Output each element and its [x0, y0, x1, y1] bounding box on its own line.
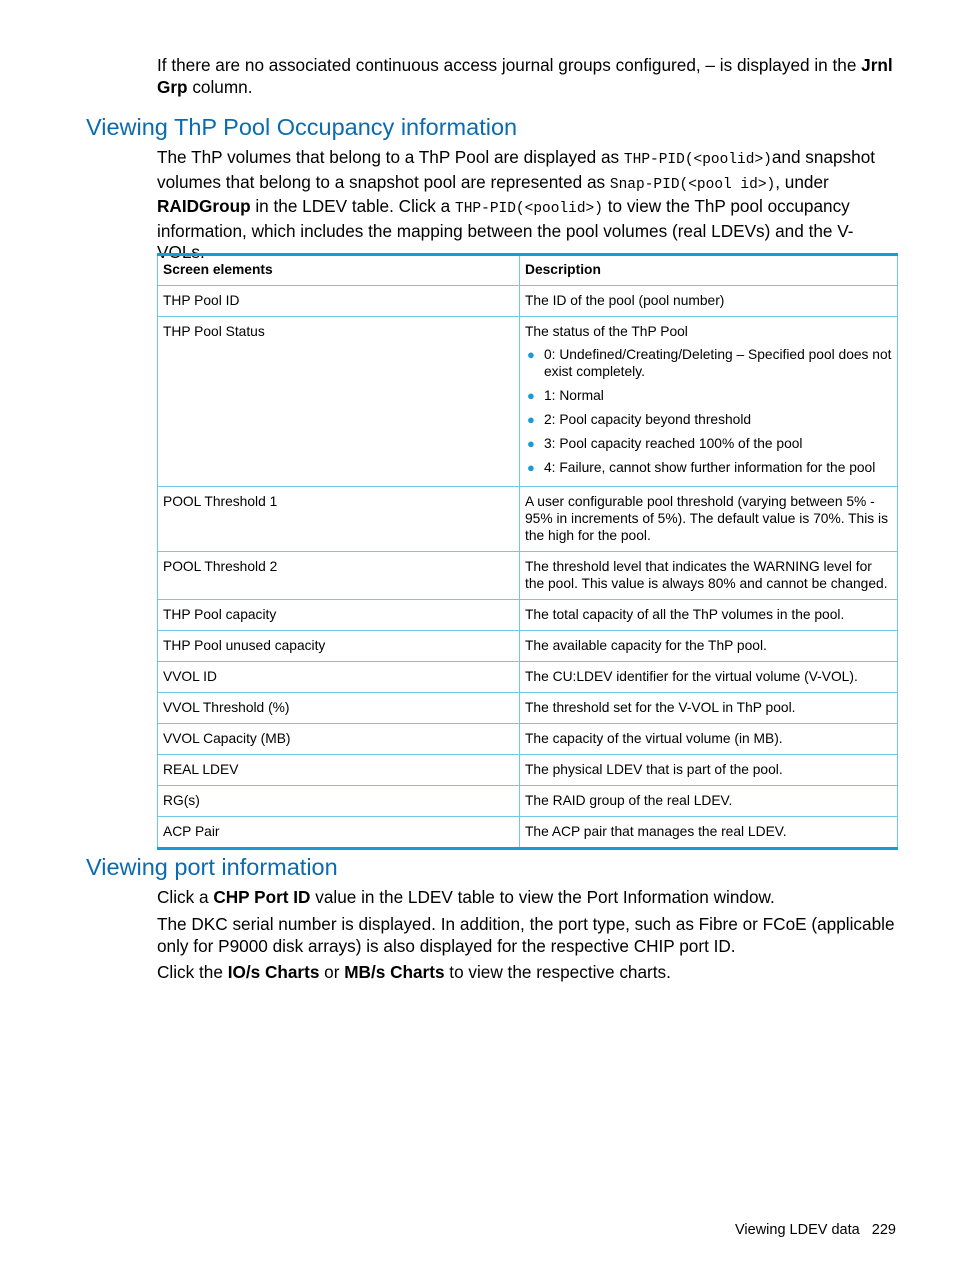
column-header-description: Description [520, 255, 898, 286]
element-cell: POOL Threshold 1 [158, 487, 520, 552]
status-list [525, 346, 892, 476]
port-info-paragraph-1 [157, 887, 899, 909]
text-run: value in the LDEV table to view the Port Information window. [310, 887, 775, 907]
description-cell: The CU:LDEV identifier for the virtual volume (V-VOL). [520, 662, 898, 693]
bullet-dot-icon: ● [527, 436, 535, 451]
intro-text-end: column. [187, 76, 253, 97]
element-cell: VVOL Capacity (MB) [158, 724, 520, 755]
jrnl-grp-term: Jrnl Grp [157, 55, 893, 97]
description-cell: The ACP pair that manages the real LDEV. [520, 817, 898, 849]
description-cell: A user configurable pool threshold (varying between 5% - 95% in increments of 5%). The default value is 70%. This is the high for the pool. [520, 487, 898, 552]
port-info-paragraph-2: The DKC serial number is displayed. In addition, the port type, such as Fibre or FCoE (applicable only for P9000 disk arrays) is also displayed for the respective CHIP port ID. [157, 914, 895, 956]
list-item-text: 4: Failure, cannot show further information for the pool [544, 460, 876, 475]
list-item-text: 3: Pool capacity reached 100% of the pool [544, 436, 803, 451]
list-item-text: 1: Normal [544, 388, 604, 403]
table-row [158, 693, 898, 724]
chp-port-id-term: CHP Port ID [213, 887, 311, 907]
code-thp-pid-link: THP-PID(<poolid>) [455, 201, 603, 217]
description-cell: The ID of the pool (pool number) [520, 286, 898, 317]
list-item [525, 387, 892, 404]
element-cell: THP Pool unused capacity [158, 631, 520, 662]
mb-charts-term: MB/s Charts [344, 962, 445, 982]
bullet-dot-icon: ● [527, 460, 535, 475]
table-row [158, 786, 898, 817]
element-cell: RG(s) [158, 786, 520, 817]
text-run: and snapshot volumes that belong to a snapshot pool are represented as [157, 147, 876, 192]
page-number: 229 [871, 1222, 896, 1238]
intro-text: If there are no associated continuous access journal groups configured, – is displayed in the [157, 55, 862, 75]
element-cell: REAL LDEV [158, 755, 520, 786]
list-item [525, 435, 892, 452]
text-run: Click a [157, 887, 214, 907]
table-row [158, 755, 898, 786]
list-item [525, 459, 892, 476]
description-text: The status of the ThP Pool [525, 324, 688, 339]
description-cell: The capacity of the virtual volume (in MB). [520, 724, 898, 755]
description-cell: The total capacity of all the ThP volumes in the pool. [520, 600, 898, 631]
io-charts-term: IO/s Charts [227, 962, 320, 982]
page-footer [735, 1222, 896, 1238]
text-run: to view the ThP pool occupancy information, which includes the mapping between the pool volumes (real LDEVs) and the V-VOLs. [157, 196, 854, 262]
list-item-text: 0: Undefined/Creating/Deleting – Specified pool does not exist completely. [544, 347, 892, 379]
text-run: Click the [157, 962, 228, 982]
description-cell: The threshold set for the V-VOL in ThP pool. [520, 693, 898, 724]
text-run: The ThP volumes that belong to a ThP Pool are displayed as [157, 147, 624, 167]
bullet-dot-icon: ● [527, 412, 535, 427]
code-thp-pid: THP-PID(<poolid>) [623, 152, 772, 168]
code-snap-pid: Snap-PID(<pool id>) [609, 176, 776, 193]
bullet-dot-icon: ● [527, 347, 535, 362]
table-row [158, 600, 898, 631]
description-cell [520, 317, 898, 487]
table-row [158, 662, 898, 693]
element-cell: THP Pool ID [158, 286, 520, 317]
element-cell: VVOL Threshold (%) [158, 693, 520, 724]
list-item-text: 2: Pool capacity beyond threshold [544, 412, 752, 427]
intro-paragraph [157, 55, 899, 98]
section-heading-thp-pool: Viewing ThP Pool Occupancy information [86, 114, 518, 140]
raidgroup-term: RAIDGroup [157, 196, 251, 216]
text-run: in the LDEV table. Click a [250, 196, 456, 216]
table-row [158, 286, 898, 317]
section-heading-port-info: Viewing port information [86, 854, 338, 880]
table-row [158, 817, 898, 849]
bullet-dot-icon: ● [527, 388, 535, 403]
table-header-row [158, 255, 898, 286]
element-cell: ACP Pair [158, 817, 520, 849]
element-cell: VVOL ID [158, 662, 520, 693]
list-item [525, 411, 892, 428]
footer-section-title: Viewing LDEV data [735, 1222, 860, 1238]
element-cell: THP Pool capacity [158, 600, 520, 631]
description-cell: The physical LDEV that is part of the pool. [520, 755, 898, 786]
element-cell: POOL Threshold 2 [158, 552, 520, 600]
list-item [525, 346, 892, 380]
table-row [158, 631, 898, 662]
screen-elements-table [157, 253, 898, 850]
text-run: , under [775, 171, 829, 192]
column-header-screen-elements: Screen elements [158, 255, 520, 286]
text-run: or [319, 962, 345, 982]
text-run: to view the respective charts. [444, 962, 671, 982]
table-row [158, 724, 898, 755]
table-row [158, 552, 898, 600]
description-cell: The threshold level that indicates the WARNING level for the pool. This value is always 80% and cannot be changed. [520, 552, 898, 600]
table-row [158, 487, 898, 552]
port-info-paragraph-3 [157, 962, 899, 984]
element-cell: THP Pool Status [158, 317, 520, 487]
table-row [158, 317, 898, 487]
description-cell: The available capacity for the ThP pool. [520, 631, 898, 662]
thp-pool-paragraph [157, 147, 899, 264]
description-cell: The RAID group of the real LDEV. [520, 786, 898, 817]
